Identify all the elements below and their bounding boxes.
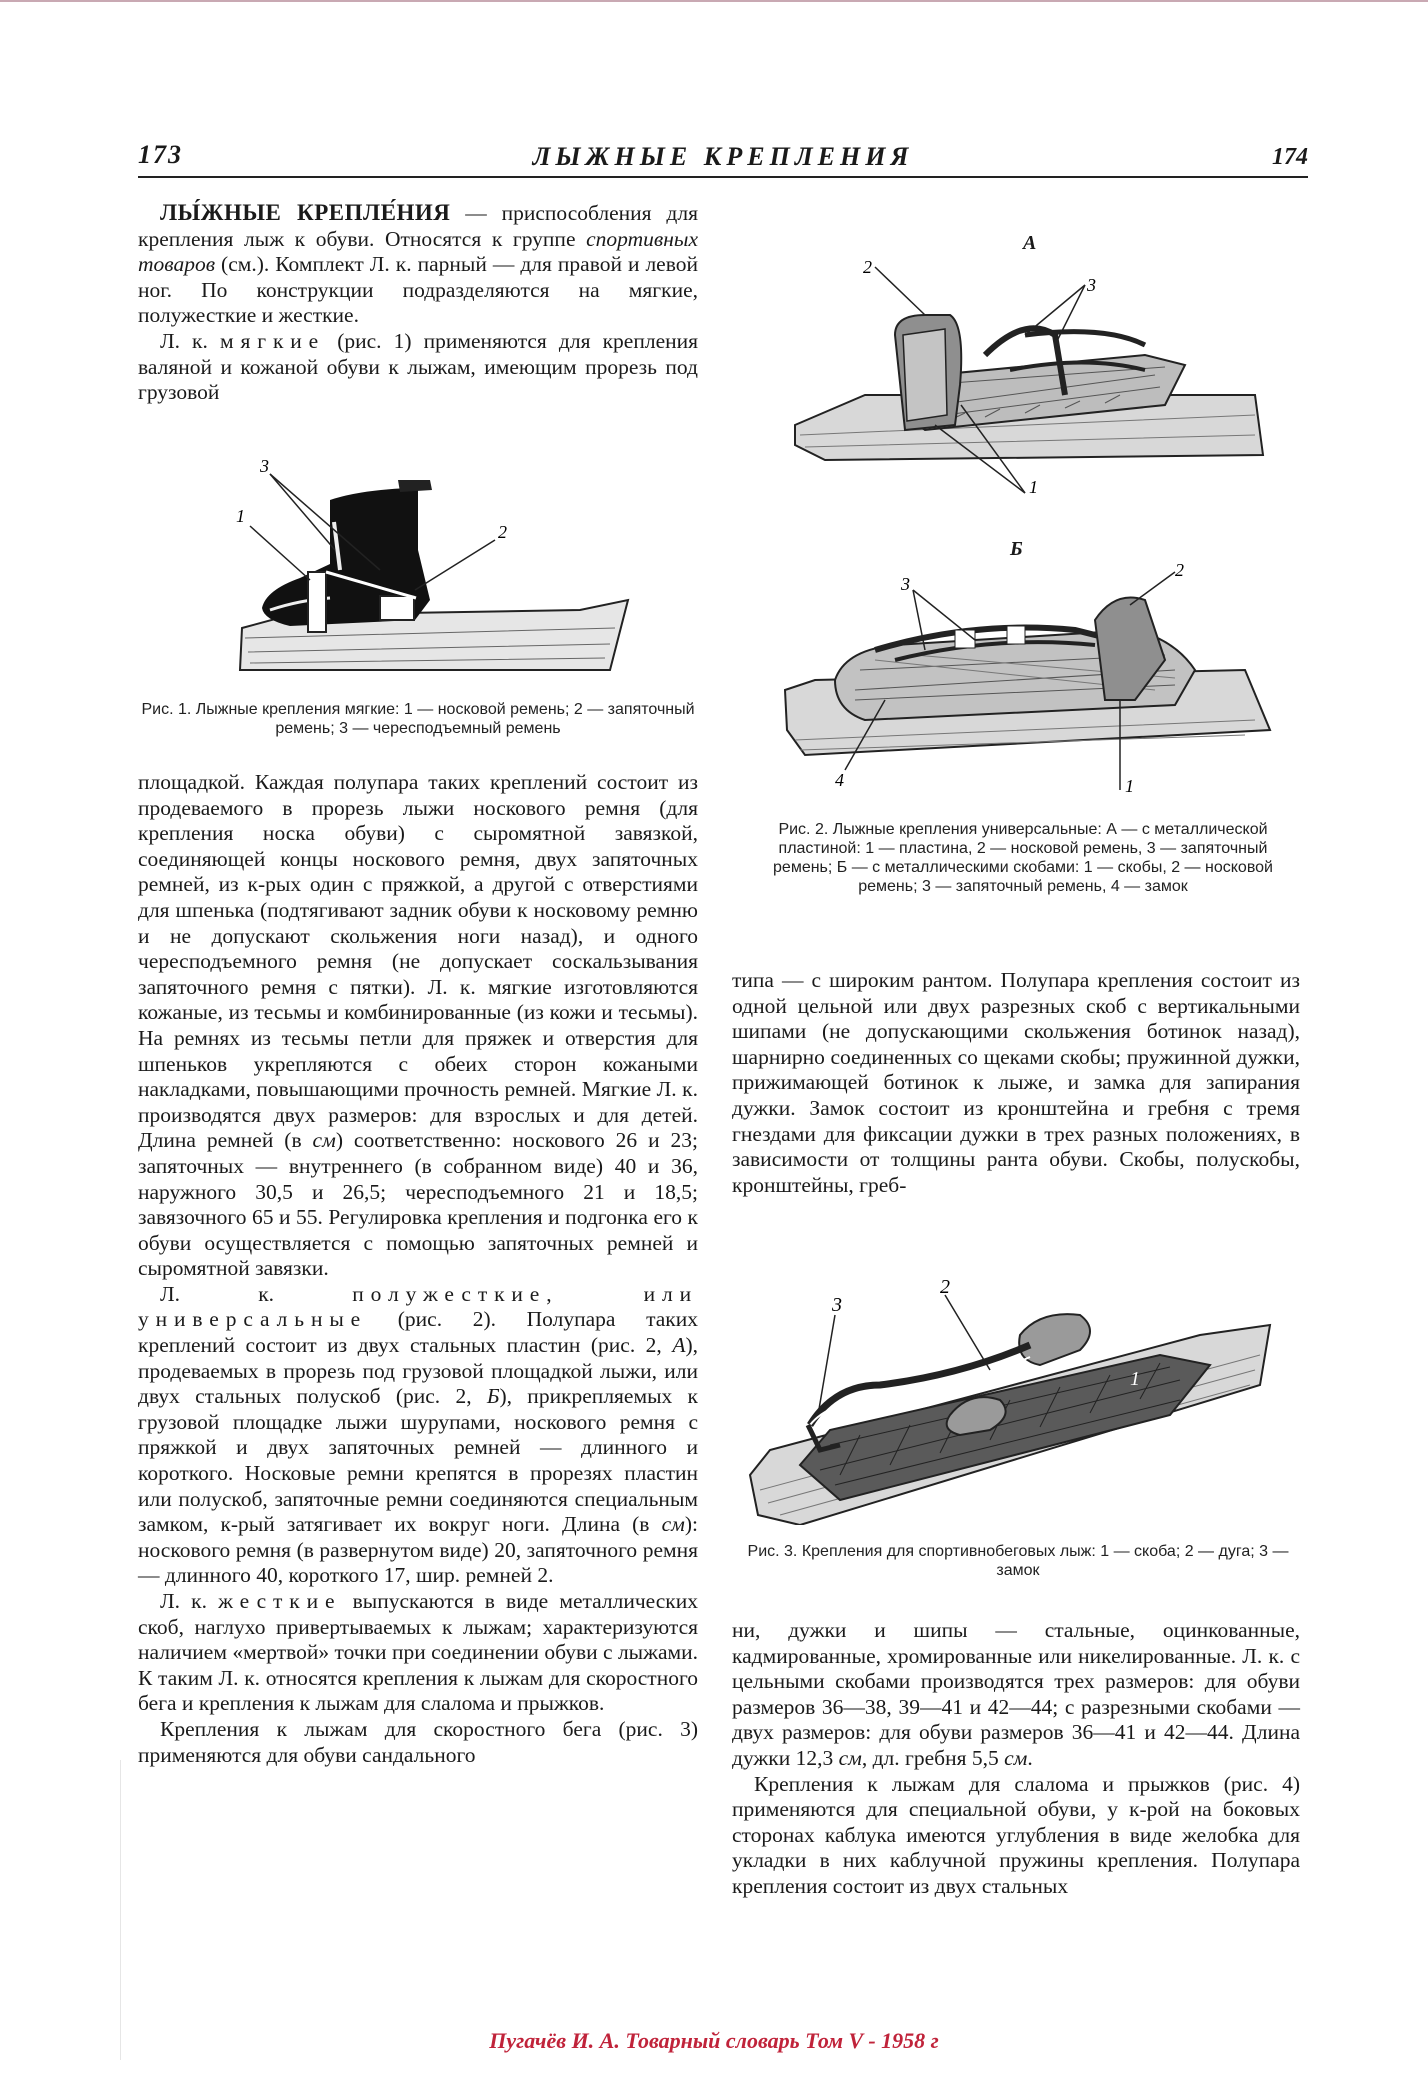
fig2a-label-1: 1 — [1029, 477, 1038, 495]
paragraph-soft-continued: площадкой. Каждая полупара таких креплений состоит из продеваемого в прорезь лыжи носкового ремня (для крепления носка обуви) с сыромятной завязкой, соединяющей концы носкового ремня, двух запяточных ремней, из к-рых один с пряжкой, а другой с отверстиями для шпенька (подтягивают задник обуви к носковому ремню и не допускают скольжения ноги назад), и одного чересподъемного ремня (не допускает соскальзывания запяточного ремня с пятки). Л. к. мягкие изготовляются кожаные, из тесьмы и комбинированные (из кожи и тесьмы). На ремнях из тесьмы петли для пряжек и отверстия для шпеньков укрепляются с обеих сторон кожаными накладками, повышающими прочность ремней. Мягкие Л. к. производятся двух размеров: для взрослых и для детей. Длина ремней (в см) соответственно: носкового 26 и 23; запяточных — внутреннего (в собранном виде) 40 и 36, наружного 30,5 и 26,5; чересподъемного 21 и 18,5; завязочного 65 и 55. Регулировка крепления и подгонка его к обуви осуществляется с помощью запяточных ремней и сыромятной завязки. — [138, 770, 698, 1281]
page-gutter — [120, 1760, 121, 2060]
entry-paragraph-intro: ЛЫ́ЖНЫЕ КРЕПЛЕ́НИЯ — приспособления для крепления лыж к обуви. Относятся к группе спортивных товаров (см.). Комплект Л. к. парный — для правой и левой ног. По конструкции подразделяются на мягкие, полужесткие и жесткие. — [138, 200, 698, 328]
fig3-label-1: 1 — [1130, 1368, 1140, 1390]
fig2-letter-a: А — [1023, 232, 1037, 254]
top-border — [0, 0, 1428, 2]
paragraph-semi-rigid: Л. к. полужесткие, или универсальные (рис. 2). Полупара таких креплений состоит из двух стальных пластин (рис. 2, А), продеваемых в прорезь под грузовой площадкой лыжи, или двух стальных полускоб (рис. 2, Б), прикрепляемых к грузовой площадке лыжи шурупами, носкового ремня с пряжкой и двух запяточных ремней — длинного и короткого. Носковые ремни крепятся в прорезях пластин или полускоб, запяточные ремни соединяются специальным замком, к-рый затягивает их вокруг ноги. Длина (в см): носкового ремня (в развернутом виде) 20, запяточного ремня — длинного 40, короткого 17, шир. ремней 2. — [138, 1281, 698, 1588]
paragraph-rigid: Л. к. жесткие выпускаются в виде металлических скоб, наглухо привертываемых к лыжам; характеризуются наличием «мертвой» точки при соединении обуви с лыжами. К таким Л. к. относятся крепления к лыжам для скоростного бега и крепления к лыжам для слалома и прыжков. — [138, 1589, 699, 1716]
fig2a-label-3: 3 — [1087, 275, 1096, 295]
right-column-middle — [732, 968, 1300, 1198]
fig2b-label-3: 3 — [901, 574, 910, 594]
fig2a-label-2: 2 — [863, 257, 872, 277]
figure-1-caption: Рис. 1. Лыжные крепления мягкие: 1 — носковой ремень; 2 — запяточный ремень; 3 — чересподъемный ремень — [141, 701, 695, 737]
paragraph-speed-skiing-continued: типа — с широким рантом. Полупара крепления состоит из одной цельной или двух разрезных скоб с вертикальными шипами (не допускающими скольжения ботинок назад), шарнирно соединенных со щеками скобы; пружинной дужки, прижимающей ботинок к лыже, и замка для запирания дужки. Замок состоит из кронштейна и гребня с тремя гнездами для фиксации дужки в трех разных положениях, в зависимости от толщины ранта обуви. Скобы, полускобы, кронштейны, греб- — [732, 968, 1300, 1197]
figure-3-racing-binding — [740, 1275, 1280, 1525]
fig2b-label-4: 4 — [835, 770, 844, 790]
paragraph-speed-skiing: Крепления к лыжам для скоростного бега (рис. 3) применяются для обуви сандального — [138, 1716, 698, 1767]
fig3-label-3: 3 — [832, 1294, 842, 1316]
running-title: ЛЫЖНЫЕ КРЕПЛЕНИЯ — [532, 142, 914, 171]
figure-2-caption: Рис. 2. Лыжные крепления универсальные: А — с металлической пластиной: 1 — пластина, 2 — носковой ремень, 3 — запяточный ремень; Б — с металлическими скобами: 1 — скобы, 2 — носковой ремень; 3 — запяточный ремень, 4 — замок — [773, 821, 1273, 895]
figure-2b-bracket-binding — [775, 560, 1275, 800]
headword: ЛЫ́ЖНЫЕ КРЕПЛЕ́НИЯ — [160, 200, 451, 225]
fig1-label-2: 2 — [498, 522, 507, 542]
source-footer: Пугачёв И. А. Товарный словарь Том V - 1958 г — [489, 2028, 939, 2053]
figure-3-caption: Рис. 3. Крепления для спортивнобеговых лыж: 1 — скоба; 2 — дуга; 3 — замок — [747, 1543, 1289, 1579]
header-rule — [138, 176, 1308, 178]
fig2-letter-b: Б — [1010, 538, 1023, 560]
paragraph-soft: Л. к. мягкие (рис. 1) применяются для крепления валяной и кожаной обуви к лыжам, имеющим прорезь под грузовой — [138, 328, 699, 405]
fig2b-label-1: 1 — [1125, 776, 1134, 796]
figure-1-soft-binding — [230, 460, 630, 690]
cross-reference: спортивных товаров — [138, 226, 698, 277]
fig1-label-3: 3 — [260, 460, 269, 476]
paragraph-materials: ни, дужки и шипы — стальные, оцинкованные, кадмированные, хромированные или никелированные. Л. к. с цельными скобами производятся трех размеров: для обуви размеров 36—38, 39—41 и 42—44; с разрезными скобами — двух размеров: для обуви размеров 36—41 и 42—44. Длина дужки 12,3 см, дл. гребня 5,5 см. — [732, 1618, 1300, 1770]
running-header — [138, 140, 1308, 180]
fig1-label-1: 1 — [236, 506, 245, 526]
paragraph-slalom: Крепления к лыжам для слалома и прыжков (рис. 4) применяются для специальной обуви, у к-рой на боковых сторонах каблука имеются углубления в виде желобка для укладки в них каблучной пружины крепления. Полупара крепления состоит из двух стальных — [732, 1771, 1300, 1898]
page-number-right: 174 — [1272, 144, 1308, 170]
figure-2a-plate-binding — [785, 255, 1265, 495]
right-column-bottom — [732, 1618, 1300, 1900]
left-column-bottom — [138, 770, 698, 1768]
fig2b-label-2: 2 — [1175, 560, 1184, 580]
left-column-top — [138, 200, 698, 406]
fig3-label-2: 2 — [940, 1276, 950, 1298]
page-number-left: 173 — [138, 140, 183, 169]
